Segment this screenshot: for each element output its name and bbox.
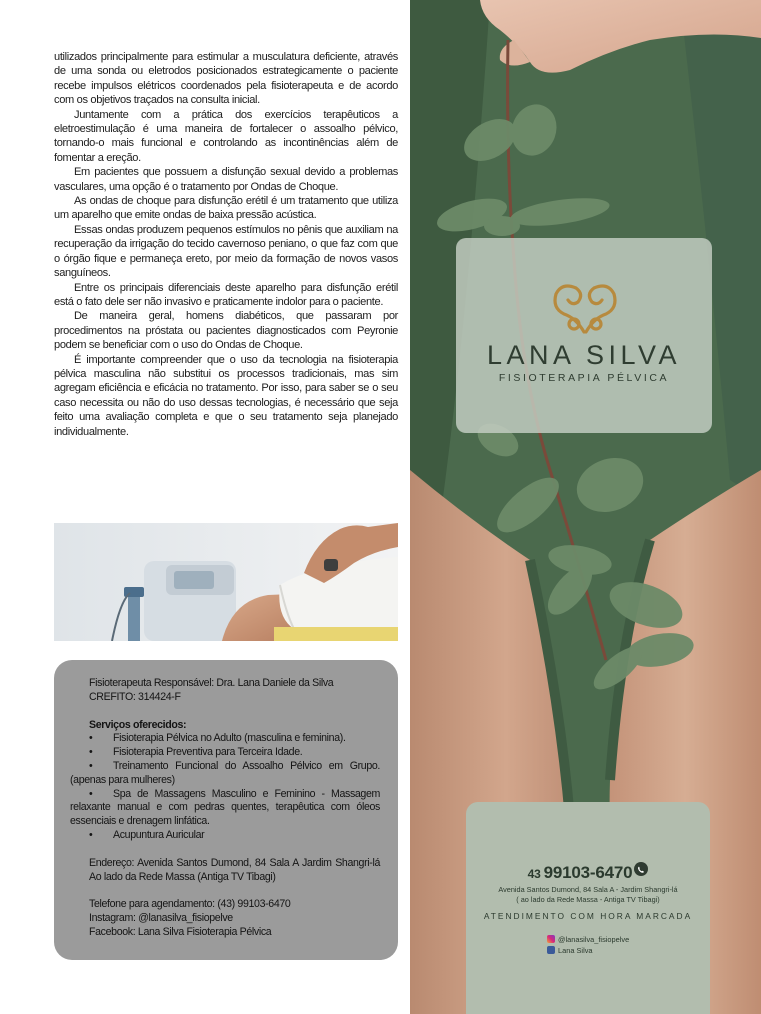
instagram-icon [547, 935, 555, 943]
article-paragraph: Em pacientes que possuem a disfunção sexual devido a problemas vasculares, uma opção é o tratamento por Ondas de Choque. [54, 166, 398, 193]
contact-phone [466, 862, 710, 883]
whatsapp-icon [634, 862, 648, 876]
article-paragraph: utilizados principalmente para estimular a musculatura deficiente, através de uma sonda ou eletrodos posicionados estrategicamente o paciente recebe impulsos elétricos coordenados pela fisioterapeuta e de acordo com os objetivos traçados na consulta inicial. [54, 51, 398, 107]
instagram-handle: Instagram: @lanasilva_fisiopelve [89, 912, 233, 925]
services-list [70, 732, 380, 842]
facebook-page: Facebook: Lana Silva Fisioterapia Pélvica [89, 925, 272, 938]
article-paragraph: É importante compreender que o uso da tecnologia na fisioterapia pélvica masculina não substitui os processos tradicionais, mas sim agregam eficiência e eficácia no tratamento. Por isso, para saber se o seu caso necessita ou não do uso dessas tecnologias, é necessário que seja feito uma avaliação completa e que o seu tratamento seja planejado individualmente. [54, 353, 398, 438]
clinic-address: Endereço: Avenida Santos Dumond, 84 Sala A Jardim Shangri-lá Ao lado da Rede Massa (Antiga TV Tibagi) [89, 856, 380, 883]
list-item: • Treinamento Funcional do Assoalho Pélvico em Grupo. (apenas para mulheres) [70, 759, 380, 786]
list-item: • Fisioterapia Preventiva para Terceira Idade. [89, 746, 303, 759]
facebook-link[interactable]: Lana Silva [547, 946, 697, 957]
brand-name: LANA SILVA [486, 340, 682, 370]
article-paragraph: Essas ondas produzem pequenos estímulos no pênis que auxiliam na recuperação da irrigação do tecido cavernoso peniano, o que faz com que o órgão fique e permaneça ereto, por meio da formação de novos vasos sanguíneos. [54, 223, 398, 280]
article-paragraph: Entre os principais diferenciais deste aparelho para disfunção erétil está o fato dele ser não invasivo e praticamente indolor para o paciente. [54, 281, 398, 308]
contact-address: Avenida Santos Dumond, 84 Sala A - Jardim Shangri-lá ( ao lado da Rede Massa - Antiga TV Tibagi) [498, 885, 678, 904]
shockwave-treatment-photo [54, 523, 398, 641]
phone-number: 99103-6470 [543, 863, 633, 882]
clinic-info-box [54, 660, 398, 960]
article-paragraph: De maneira geral, homens diabéticos, que passaram por procedimentos na próstata ou pacientes diagnosticados com Peyronie podem se beneficiar com o uso do Ondas de Choque. [54, 310, 398, 352]
social-links [547, 935, 697, 956]
brand-card [456, 238, 712, 433]
article-paragraph: As ondas de choque para disfunção erétil é um tratamento que utiliza um aparelho que emite ondas de baixa pressão acústica. [54, 195, 398, 222]
logo-icon [548, 278, 622, 336]
brand-subtitle: FISIOTERAPIA PÉLVICA [498, 372, 670, 384]
article-text [54, 50, 398, 439]
instagram-link[interactable]: @lanasilva_fisiopelve [547, 935, 697, 946]
list-item: • Acupuntura Auricular [89, 828, 205, 841]
services-heading: Serviços oferecidos: [89, 718, 187, 731]
facebook-icon [547, 946, 555, 954]
responsible-physio: Fisioterapeuta Responsável: Dra. Lana Daniele da Silva [89, 677, 334, 689]
contact-card [466, 802, 710, 1014]
scheduling-phone: Telefone para agendamento: (43) 99103-6470 [89, 898, 291, 911]
crefito-number: CREFITO: 314424-F [89, 690, 181, 703]
list-item: • Spa de Massagens Masculino e Feminino - Massagem relaxante manual e com pedras quentes, terapêutica com óleos essenciais e drenagem linfática. [70, 787, 380, 828]
phone-area-code: 43 [527, 867, 541, 881]
list-item: • Fisioterapia Pélvica no Adulto (masculina e feminina). [89, 732, 346, 745]
article-paragraph: Juntamente com a prática dos exercícios terapêuticos a eletroestimulação é uma maneira de fortalecer o assoalho pélvico, tornando-o mais funcional e controlando as incontinências além de fomentar a ereção. [54, 108, 398, 164]
treatment-illustration [54, 523, 398, 641]
appointment-note: ATENDIMENTO COM HORA MARCADA [483, 911, 693, 921]
